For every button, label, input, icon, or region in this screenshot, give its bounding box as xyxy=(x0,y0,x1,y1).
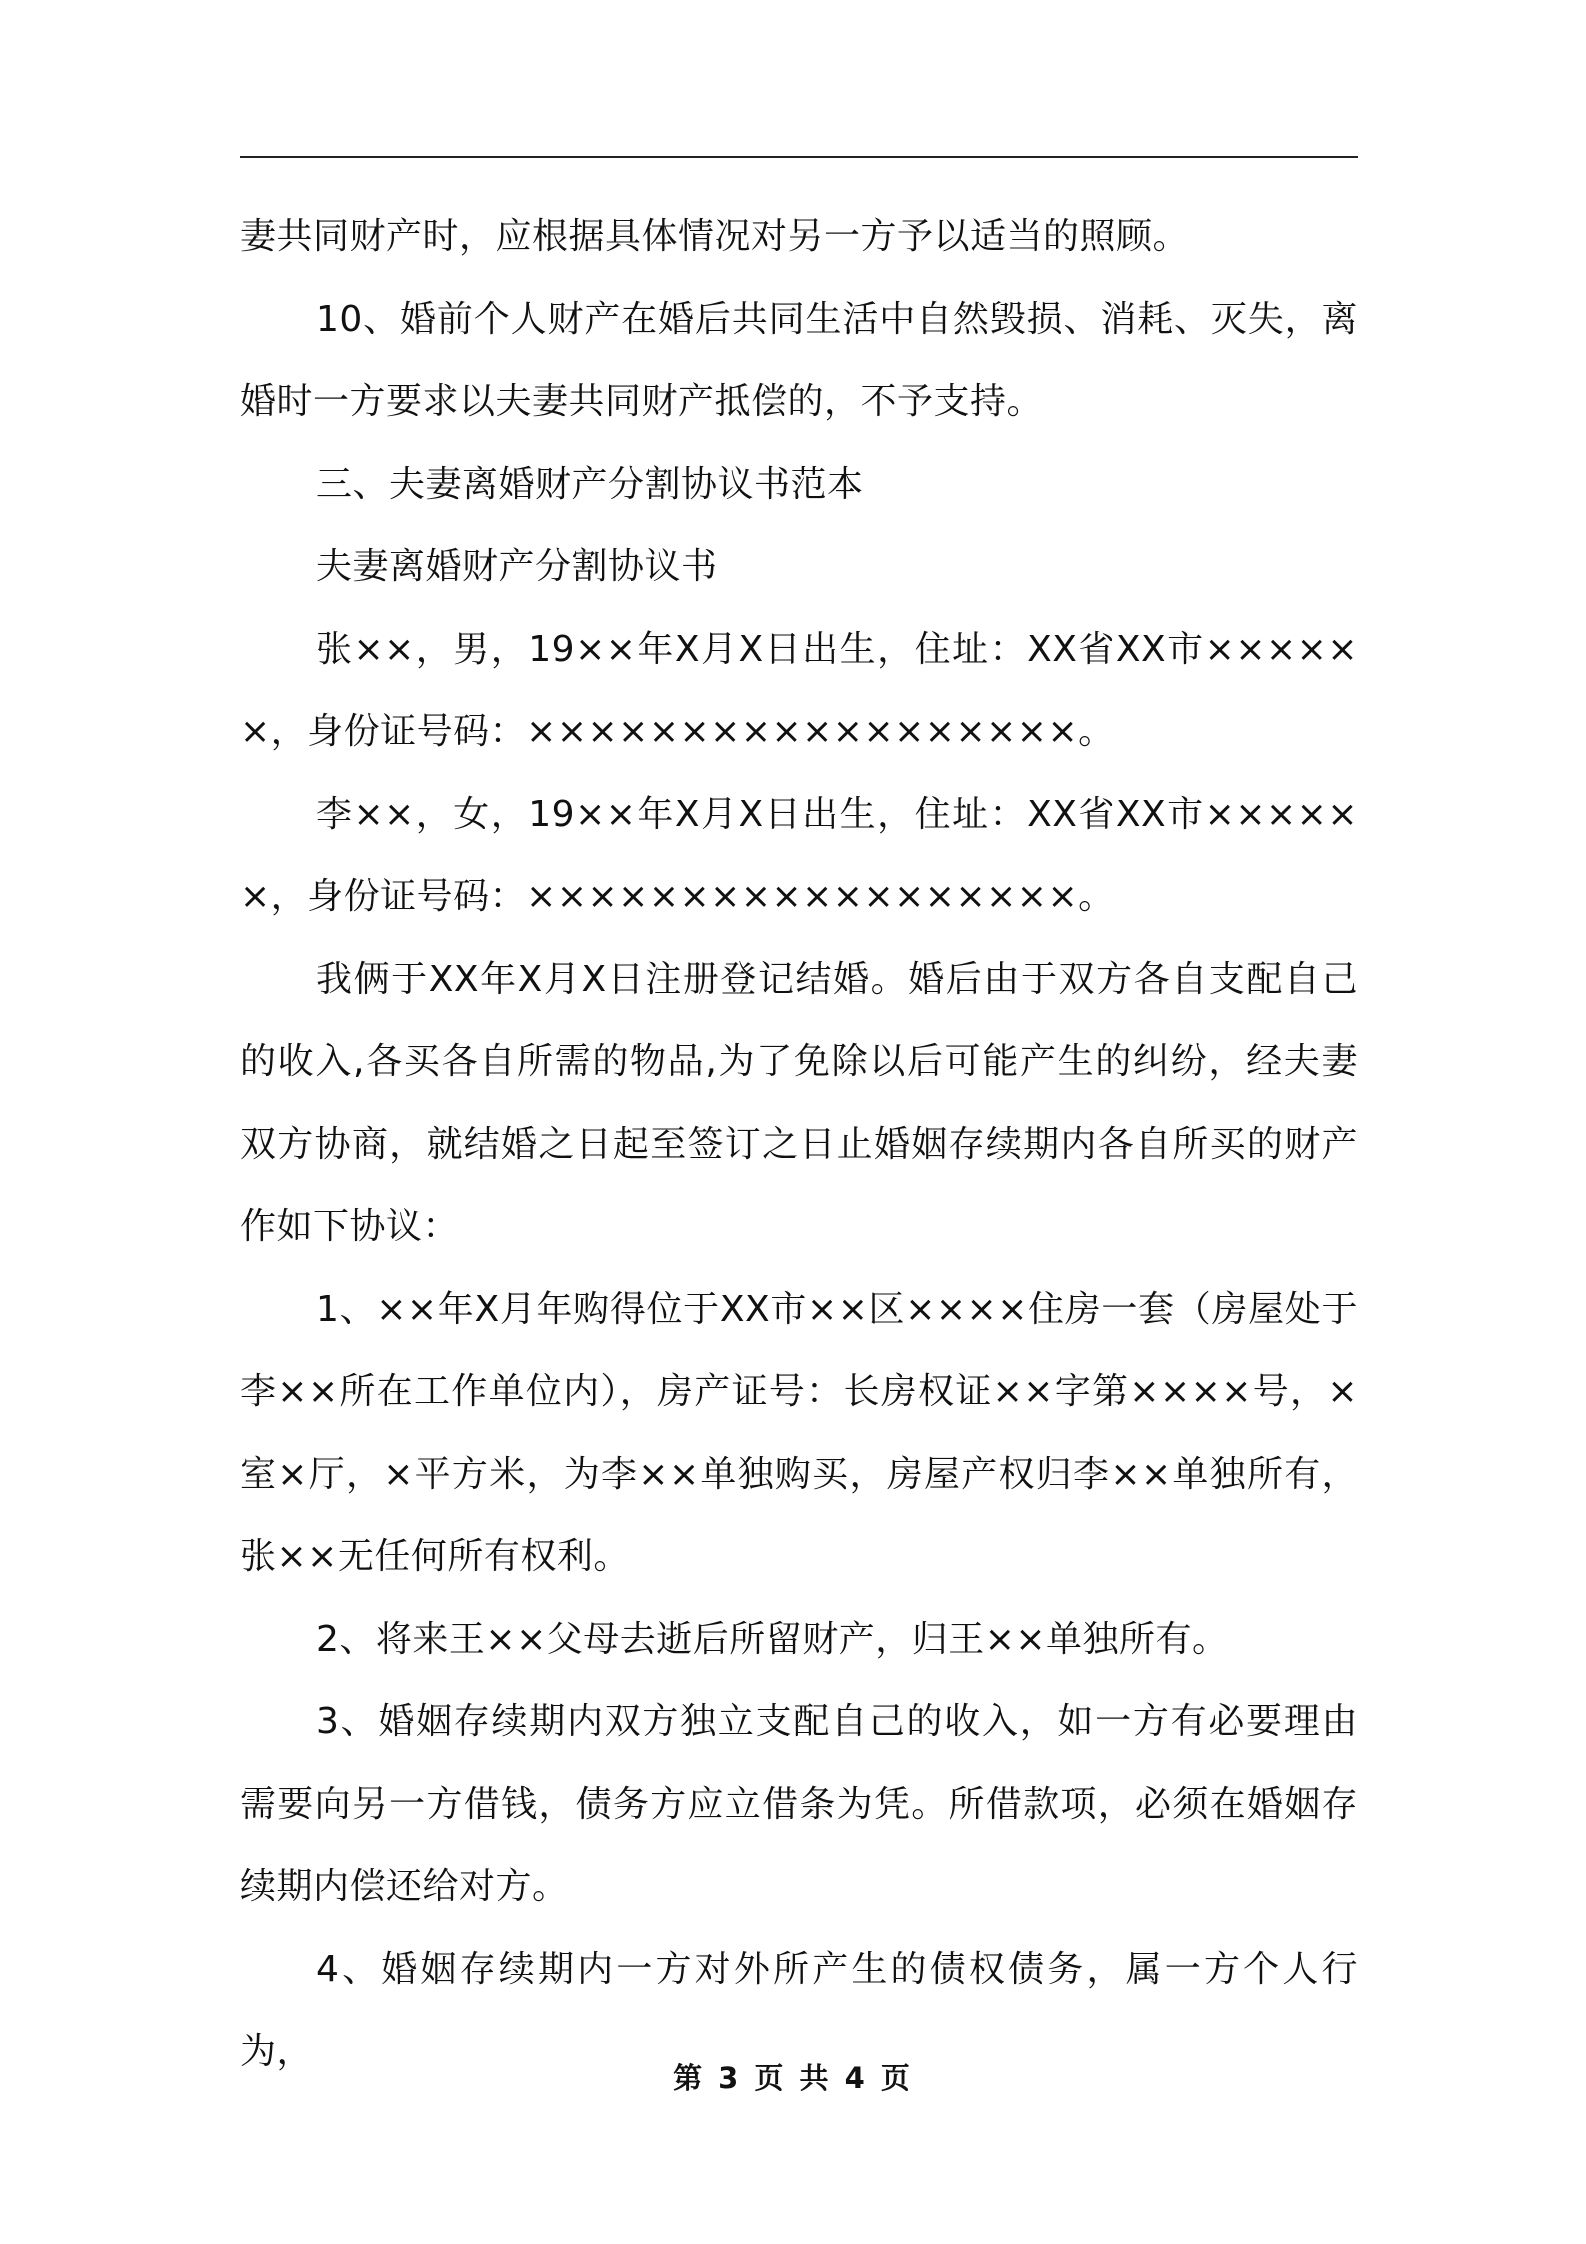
document-body xyxy=(240,196,1358,2094)
party-li: 李××，女，19××年X月X日出生，住址：XX省XX市××××××，身份证号码：××××××××××××××××××。 xyxy=(240,793,1358,917)
section-heading: 三、夫妻离婚财产分割协议书范本 xyxy=(316,463,864,505)
clause-2: 2、将来王××父母去逝后所留财产，归王××单独所有。 xyxy=(316,1618,1229,1660)
clause-3: 3、婚姻存续期内双方独立支配自己的收入，如一方有必要理由需要向另一方借钱，债务方应立借条为凭。所借款项，必须在婚姻存续期内偿还给对方。 xyxy=(240,1701,1358,1907)
paragraph: 10、婚前个人财产在婚后共同生活中自然毁损、消耗、灭失，离婚时一方要求以夫妻共同财产抵偿的，不予支持。 xyxy=(240,298,1358,422)
header-rule xyxy=(240,156,1358,158)
party-zhang: 张××，男，19××年X月X日出生，住址：XX省XX市××××××，身份证号码：××××××××××××××××××。 xyxy=(240,628,1358,752)
clause-1: 1、××年X月年购得位于XX市××区××××住房一套（房屋处于李××所在工作单位内），房产证号：长房权证××字第××××号，×室×厅，×平方米，为李××单独购买，房屋产权归李××单独所有，张××无任何所有权利。 xyxy=(240,1288,1358,1577)
clause-4: 4、婚姻存续期内一方对外所产生的债权债务，属一方个人行为， xyxy=(240,1948,1358,2072)
paragraph: 我俩于XX年X月X日注册登记结婚。婚后由于双方各自支配自己的收入,各买各自所需的物品,为了免除以后可能产生的纠纷，经夫妻双方协商，就结婚之日起至签订之日止婚姻存续期内各自所买的财产作如下协议： xyxy=(240,958,1358,1247)
agreement-title: 夫妻离婚财产分割协议书 xyxy=(316,546,718,587)
paragraph: 妻共同财产时，应根据具体情况对另一方予以适当的照顾。 xyxy=(240,216,1190,257)
page-number: 第 3 页 共 4 页 xyxy=(673,2061,913,2095)
